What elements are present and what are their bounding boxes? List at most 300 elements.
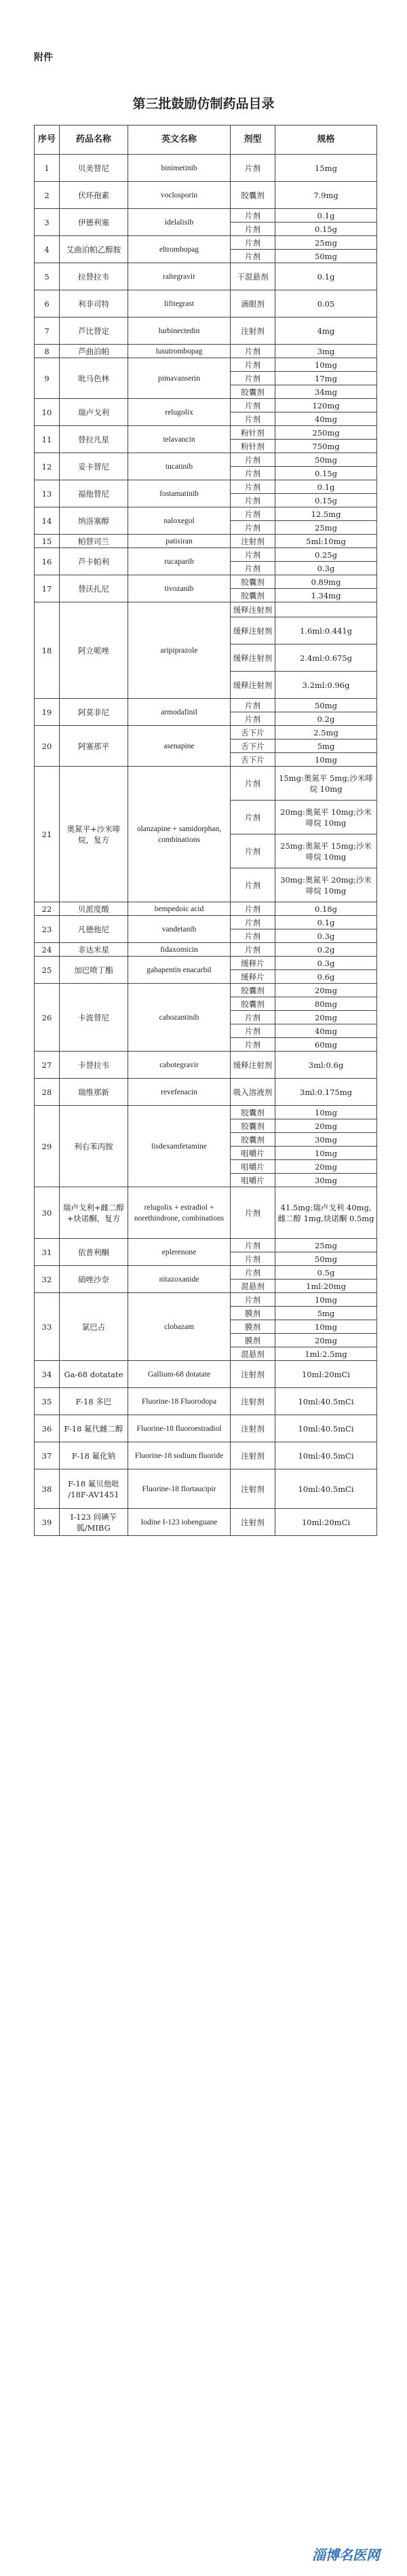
cell-no: 31: [35, 1239, 60, 1266]
cell-form: 膜剂: [231, 1334, 275, 1347]
cell-form: 片剂: [231, 1239, 275, 1252]
cell-en-name: nitazoxanide: [128, 1266, 231, 1293]
cell-no: 27: [35, 1052, 60, 1079]
cell-spec: 2.4ml:0.675g: [275, 645, 377, 672]
cell-form: 片剂: [231, 943, 275, 957]
cell-form: 胶囊剂: [231, 575, 275, 589]
cell-spec: 5mg: [275, 739, 377, 753]
table-row: [35, 399, 377, 412]
cell-form: 舌下片: [231, 726, 275, 739]
table-row: [35, 1239, 377, 1252]
page-title: 第三批鼓励仿制药品目录: [132, 96, 275, 111]
cell-cn-name: 瑞卢戈利: [60, 399, 128, 426]
cell-form: 胶囊剂: [231, 997, 275, 1011]
cell-en-name: gabapentin enacarbil: [128, 957, 231, 984]
cell-spec: 50mg: [275, 1252, 377, 1266]
table-row: [35, 1106, 377, 1119]
cell-no: 17: [35, 575, 60, 602]
cell-form: 缓释注射剂: [231, 645, 275, 672]
cell-spec: 2.5mg: [275, 726, 377, 739]
cell-no: 23: [35, 916, 60, 943]
cell-spec: 0.1g: [275, 480, 377, 494]
cell-spec: 1ml:2.5mg: [275, 1347, 377, 1361]
table-row: [35, 916, 377, 929]
cell-form: 混悬剂: [231, 1347, 275, 1361]
cell-form: 片剂: [231, 801, 275, 834]
cell-form: 胶囊剂: [231, 182, 275, 209]
cell-cn-name: 妥卡替尼: [60, 453, 128, 480]
cell-form: 片剂: [231, 1293, 275, 1307]
cell-form: 片剂: [231, 223, 275, 236]
cell-cn-name: 福他替尼: [60, 480, 128, 507]
cell-cn-name: 利非司特: [60, 290, 128, 318]
cell-cn-name: 贝美替尼: [60, 155, 128, 182]
cell-cn-name: 奥氮平+沙米啡烷，复方: [60, 767, 128, 902]
cell-cn-name: 卡波替尼: [60, 984, 128, 1052]
header-spec: 规格: [275, 126, 377, 155]
cell-en-name: lisdexamfetamine: [128, 1106, 231, 1187]
cell-form: 片剂: [231, 1266, 275, 1280]
cell-cn-name: F-18 多巴: [60, 1388, 128, 1415]
cell-spec: [275, 602, 377, 617]
cell-en-name: lusutrombopag: [128, 345, 231, 358]
cell-cn-name: 芦卡帕利: [60, 548, 128, 575]
cell-en-name: telavancin: [128, 426, 231, 453]
table-row: [35, 426, 377, 440]
cell-en-name: Fluorine-18 sodium fluoride: [128, 1442, 231, 1469]
cell-en-name: Fluorine-18 flortaucipir: [128, 1469, 231, 1509]
cell-form: 片剂: [231, 1011, 275, 1024]
cell-form: 注射剂: [231, 1442, 275, 1469]
cell-no: 6: [35, 290, 60, 318]
table-row: [35, 767, 377, 801]
cell-cn-name: 吡马色林: [60, 358, 128, 399]
cell-en-name: bempedoic acid: [128, 902, 231, 916]
cell-en-name: pimavanserin: [128, 358, 231, 399]
cell-spec: 10mg: [275, 1106, 377, 1119]
cell-cn-name: 氯巴占: [60, 1293, 128, 1361]
cell-spec: 4mg: [275, 318, 377, 345]
cell-cn-name: 阿立哌唑: [60, 602, 128, 699]
cell-no: 36: [35, 1415, 60, 1442]
cell-form: 粉针剂: [231, 426, 275, 440]
cell-spec: 34mg: [275, 385, 377, 399]
cell-spec: 10mg: [275, 1293, 377, 1307]
cell-form: 片剂: [231, 767, 275, 801]
cell-form: 注射剂: [231, 535, 275, 548]
cell-no: 25: [35, 957, 60, 984]
cell-spec: 0.1g: [275, 916, 377, 929]
cell-en-name: patisiran: [128, 535, 231, 548]
cell-no: 16: [35, 548, 60, 575]
cell-no: 38: [35, 1469, 60, 1509]
cell-cn-name: F-18 氟化钠: [60, 1442, 128, 1469]
cell-spec: 20mg: [275, 984, 377, 997]
cell-form: 咀嚼片: [231, 1160, 275, 1174]
table-row: [35, 236, 377, 250]
cell-cn-name: I-123 间碘苄胍/MIBG: [60, 1509, 128, 1536]
cell-spec: 10ml:40.5mCi: [275, 1469, 377, 1509]
cell-en-name: lurbinectedin: [128, 318, 231, 345]
cell-form: 片剂: [231, 507, 275, 521]
cell-form: 胶囊剂: [231, 1106, 275, 1119]
cell-spec: 10mg: [275, 358, 377, 372]
cell-form: 混悬剂: [231, 1280, 275, 1293]
cell-no: 15: [35, 535, 60, 548]
cell-spec: 80mg: [275, 997, 377, 1011]
cell-no: 28: [35, 1079, 60, 1106]
cell-no: 32: [35, 1266, 60, 1293]
cell-form: 干混悬剂: [231, 263, 275, 290]
cell-form: 片剂: [231, 412, 275, 426]
cell-cn-name: 伊德利塞: [60, 209, 128, 236]
cell-form: 片剂: [231, 712, 275, 726]
cell-spec: 0.3g: [275, 957, 377, 970]
cell-form: 片剂: [231, 521, 275, 535]
cell-cn-name: 瑞卢戈利+雌二醇+炔诺酮，复方: [60, 1187, 128, 1239]
cell-form: 缓释片: [231, 970, 275, 984]
cell-spec: 20mg: [275, 1119, 377, 1133]
cell-no: 13: [35, 480, 60, 507]
cell-no: 10: [35, 399, 60, 426]
cell-form: 缓释片: [231, 957, 275, 970]
cell-spec: 40mg: [275, 412, 377, 426]
cell-form: 片剂: [231, 1252, 275, 1266]
cell-form: 粉针剂: [231, 440, 275, 453]
table-row: [35, 902, 377, 916]
cell-form: 缓释注射剂: [231, 672, 275, 699]
cell-spec: 1.34mg: [275, 589, 377, 602]
table-row: [35, 943, 377, 957]
cell-form: 片剂: [231, 902, 275, 916]
table-row: [35, 1509, 377, 1536]
cell-form: 舌下片: [231, 739, 275, 753]
cell-en-name: cabozantinib: [128, 984, 231, 1052]
cell-form: 片剂: [231, 250, 275, 263]
cell-spec: 5mg: [275, 1307, 377, 1320]
cell-spec: 3.2ml:0.96g: [275, 672, 377, 699]
cell-no: 19: [35, 699, 60, 726]
cell-form: 片剂: [231, 399, 275, 412]
cell-spec: 750mg: [275, 440, 377, 453]
table-row: [35, 345, 377, 358]
cell-spec: 0.2g: [275, 712, 377, 726]
cell-en-name: tivozanib: [128, 575, 231, 602]
cell-spec: 10mg: [275, 753, 377, 767]
cell-form: 片剂: [231, 467, 275, 480]
cell-no: 11: [35, 426, 60, 453]
cell-form: 胶囊剂: [231, 1119, 275, 1133]
cell-en-name: tucatinib: [128, 453, 231, 480]
cell-form: 咀嚼片: [231, 1147, 275, 1160]
table-header-row: [35, 126, 377, 155]
cell-no: 2: [35, 182, 60, 209]
cell-form: 片剂: [231, 494, 275, 507]
cell-form: 注射剂: [231, 1509, 275, 1536]
cell-en-name: Fluorine-18 fluoroestradiol: [128, 1415, 231, 1442]
cell-spec: 7.9mg: [275, 182, 377, 209]
table-row: [35, 1388, 377, 1415]
cell-form: 片剂: [231, 236, 275, 250]
cell-spec: 3ml:0.175mg: [275, 1079, 377, 1106]
table-row: [35, 480, 377, 494]
cell-en-name: voclosporin: [128, 182, 231, 209]
cell-no: 24: [35, 943, 60, 957]
cell-no: 7: [35, 318, 60, 345]
table-row: [35, 263, 377, 290]
cell-en-name: eltrombopag: [128, 236, 231, 263]
cell-en-name: revefenacin: [128, 1079, 231, 1106]
cell-spec: 5ml:10mg: [275, 535, 377, 548]
cell-no: 4: [35, 236, 60, 263]
cell-cn-name: 贝派度酸: [60, 902, 128, 916]
header-cn-name: 药品名称: [60, 126, 128, 155]
table-row: [35, 453, 377, 467]
cell-en-name: eplerenone: [128, 1239, 231, 1266]
cell-form: 注射剂: [231, 1361, 275, 1388]
cell-form: 胶囊剂: [231, 984, 275, 997]
cell-form: 注射剂: [231, 1469, 275, 1509]
table-row: [35, 290, 377, 318]
cell-no: 34: [35, 1361, 60, 1388]
cell-cn-name: F-18 氟代雌二醇: [60, 1415, 128, 1442]
cell-spec: 0.6g: [275, 970, 377, 984]
cell-form: 片剂: [231, 1038, 275, 1052]
cell-spec: 10mg: [275, 1147, 377, 1160]
cell-form: 片剂: [231, 548, 275, 562]
cell-form: 胶囊剂: [231, 385, 275, 399]
table-row: [35, 699, 377, 712]
cell-spec: 10mg: [275, 1320, 377, 1334]
cell-en-name: Fluorine-18 Fluorodopa: [128, 1388, 231, 1415]
cell-form: 片剂: [231, 345, 275, 358]
cell-spec: 1ml:20mg: [275, 1280, 377, 1293]
attachment-label: 附件: [34, 52, 53, 63]
cell-en-name: fostamatinib: [128, 480, 231, 507]
cell-en-name: aripiprazole: [128, 602, 231, 699]
cell-spec: 0.25g: [275, 548, 377, 562]
cell-spec: 30mg:奥氮平 20mg;沙米啡烷 10mg: [275, 868, 377, 902]
cell-en-name: armodafinil: [128, 699, 231, 726]
cell-no: 14: [35, 507, 60, 535]
cell-cn-name: 替拉凡星: [60, 426, 128, 453]
cell-form: 膜剂: [231, 1307, 275, 1320]
cell-cn-name: 依普利酮: [60, 1239, 128, 1266]
cell-spec: 3ml:0.6g: [275, 1052, 377, 1079]
cell-form: 注射剂: [231, 1415, 275, 1442]
header-form: 剂型: [231, 126, 275, 155]
cell-no: 29: [35, 1106, 60, 1187]
cell-no: 18: [35, 602, 60, 699]
cell-spec: 30mg: [275, 1174, 377, 1187]
cell-en-name: asenapine: [128, 726, 231, 767]
cell-spec: 10ml:20mCi: [275, 1509, 377, 1536]
cell-form: 注射剂: [231, 318, 275, 345]
table-row: [35, 507, 377, 521]
cell-en-name: raltegravir: [128, 263, 231, 290]
cell-spec: 0.1g: [275, 209, 377, 223]
table-row: [35, 318, 377, 345]
cell-spec: 20mg:奥氮平 10mg;沙米啡烷 10mg: [275, 801, 377, 834]
cell-form: 缓释注射剂: [231, 1052, 275, 1079]
cell-spec: 20mg: [275, 1011, 377, 1024]
cell-spec: 25mg: [275, 521, 377, 535]
cell-en-name: rucaparib: [128, 548, 231, 575]
cell-no: 22: [35, 902, 60, 916]
cell-spec: 41.5mg:瑞卢戈利 40mg,雌二醇 1mg,炔诺酮 0.5mg: [275, 1187, 377, 1239]
table-row: [35, 1187, 377, 1239]
cell-cn-name: 利右苯丙胺: [60, 1106, 128, 1187]
cell-form: 片剂: [231, 155, 275, 182]
cell-form: 舌下片: [231, 753, 275, 767]
cell-spec: 15mg: [275, 155, 377, 182]
drug-list-table: [34, 125, 377, 1536]
cell-spec: 0.15g: [275, 223, 377, 236]
cell-spec: 0.18g: [275, 902, 377, 916]
cell-cn-name: 硝唑沙奈: [60, 1266, 128, 1293]
cell-en-name: binimetinib: [128, 155, 231, 182]
cell-form: 咀嚼片: [231, 1174, 275, 1187]
cell-no: 30: [35, 1187, 60, 1239]
header-no: 序号: [35, 126, 60, 155]
table-row: [35, 548, 377, 562]
cell-spec: 120mg: [275, 399, 377, 412]
table-row: [35, 182, 377, 209]
cell-cn-name: 芦比替定: [60, 318, 128, 345]
table-row: [35, 1361, 377, 1388]
cell-spec: 25mg:奥氮平 15mg;沙米啡烷 10mg: [275, 834, 377, 868]
cell-cn-name: 卡替拉韦: [60, 1052, 128, 1079]
cell-spec: 0.3g: [275, 562, 377, 575]
cell-en-name: lifitegrast: [128, 290, 231, 318]
cell-cn-name: 凡德他尼: [60, 916, 128, 943]
cell-spec: 50mg: [275, 699, 377, 712]
table-row: [35, 1415, 377, 1442]
table-row: [35, 726, 377, 739]
cell-form: 片剂: [231, 699, 275, 712]
cell-spec: 25mg: [275, 236, 377, 250]
cell-no: 3: [35, 209, 60, 236]
cell-en-name: olanzapine + samidorphan, combinations: [128, 767, 231, 902]
table-row: [35, 535, 377, 548]
cell-form: 滴眼剂: [231, 290, 275, 318]
cell-form: 片剂: [231, 480, 275, 494]
cell-spec: 250mg: [275, 426, 377, 440]
cell-form: 片剂: [231, 868, 275, 902]
cell-form: 片剂: [231, 372, 275, 385]
cell-en-name: relugolix + estradiol + norethindrone, combinations: [128, 1187, 231, 1239]
cell-spec: 30mg: [275, 1133, 377, 1147]
cell-spec: 15mg:奥氮平 5mg;沙米啡烷 10mg: [275, 767, 377, 801]
cell-cn-name: 阿塞那平: [60, 726, 128, 767]
cell-spec: 10ml:40.5mCi: [275, 1388, 377, 1415]
cell-spec: 50mg: [275, 453, 377, 467]
cell-en-name: Iodine I-123 iobenguane: [128, 1509, 231, 1536]
table-row: [35, 358, 377, 372]
cell-en-name: relugolix: [128, 399, 231, 426]
cell-cn-name: Ga-68 dotatate: [60, 1361, 128, 1388]
header-en-name: 英文名称: [128, 126, 231, 155]
cell-no: 21: [35, 767, 60, 902]
cell-no: 9: [35, 358, 60, 399]
cell-form: 片剂: [231, 358, 275, 372]
cell-spec: 1.6ml:0.441g: [275, 617, 377, 645]
cell-spec: 60mg: [275, 1038, 377, 1052]
cell-form: 胶囊剂: [231, 1133, 275, 1147]
cell-spec: 50mg: [275, 250, 377, 263]
cell-form: 膜剂: [231, 1320, 275, 1334]
table-row: [35, 1079, 377, 1106]
cell-spec: 0.15g: [275, 494, 377, 507]
cell-cn-name: 阿莫非尼: [60, 699, 128, 726]
cell-form: 片剂: [231, 1024, 275, 1038]
cell-spec: 10ml:20mCi: [275, 1361, 377, 1388]
cell-spec: 25mg: [275, 1239, 377, 1252]
cell-spec: 0.1g: [275, 263, 377, 290]
cell-cn-name: 非达米星: [60, 943, 128, 957]
cell-no: 5: [35, 263, 60, 290]
cell-cn-name: 帕替司兰: [60, 535, 128, 548]
table-row: [35, 602, 377, 617]
cell-spec: 0.05: [275, 290, 377, 318]
cell-no: 35: [35, 1388, 60, 1415]
cell-cn-name: 替沃扎尼: [60, 575, 128, 602]
table-row: [35, 1052, 377, 1079]
cell-spec: 0.5g: [275, 1266, 377, 1280]
cell-en-name: idelalisib: [128, 209, 231, 236]
cell-no: 1: [35, 155, 60, 182]
cell-form: 胶囊剂: [231, 589, 275, 602]
cell-form: 吸入溶液剂: [231, 1079, 275, 1106]
cell-form: 片剂: [231, 562, 275, 575]
cell-spec: 0.3g: [275, 929, 377, 943]
cell-en-name: naloxegol: [128, 507, 231, 535]
cell-form: 片剂: [231, 834, 275, 868]
cell-cn-name: 纳洛塞醇: [60, 507, 128, 535]
cell-cn-name: 瑞维那新: [60, 1079, 128, 1106]
cell-spec: 0.2g: [275, 943, 377, 957]
table-row: [35, 1442, 377, 1469]
table-row: [35, 155, 377, 182]
cell-no: 20: [35, 726, 60, 767]
cell-en-name: clobazam: [128, 1293, 231, 1361]
cell-cn-name: 加巴喷丁酯: [60, 957, 128, 984]
cell-cn-name: 芦曲泊帕: [60, 345, 128, 358]
table-row: [35, 1266, 377, 1280]
cell-no: 12: [35, 453, 60, 480]
cell-form: 片剂: [231, 209, 275, 223]
cell-spec: 10ml:40.5mCi: [275, 1442, 377, 1469]
cell-no: 8: [35, 345, 60, 358]
cell-form: 片剂: [231, 453, 275, 467]
cell-form: 缓释注射剂: [231, 602, 275, 617]
cell-spec: 20mg: [275, 1160, 377, 1174]
table-row: [35, 209, 377, 223]
cell-no: 37: [35, 1442, 60, 1469]
cell-form: 注射剂: [231, 1388, 275, 1415]
cell-cn-name: 艾曲泊帕乙醇胺: [60, 236, 128, 263]
table-row: [35, 957, 377, 970]
cell-no: 26: [35, 984, 60, 1052]
cell-spec: 0.89mg: [275, 575, 377, 589]
cell-en-name: vandetanib: [128, 916, 231, 943]
cell-form: 片剂: [231, 1187, 275, 1239]
cell-en-name: cabotegravir: [128, 1052, 231, 1079]
cell-spec: 40mg: [275, 1024, 377, 1038]
cell-no: 33: [35, 1293, 60, 1361]
cell-form: 缓释注射剂: [231, 617, 275, 645]
cell-spec: 17mg: [275, 372, 377, 385]
